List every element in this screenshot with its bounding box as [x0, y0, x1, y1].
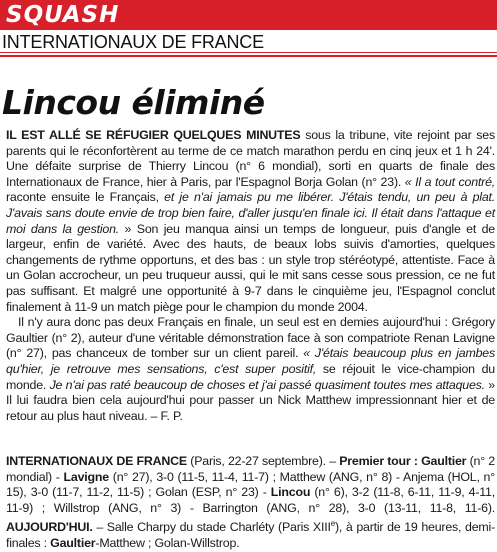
- text-run: raconte ensuite le Français,: [6, 190, 165, 205]
- text-run: e: [330, 519, 335, 529]
- text-run: -Matthew ; Golan-Willstrop.: [95, 536, 240, 551]
- text-run: « J'étais beaucoup plus en jambes qu'hier, je retrouve mes sensations, c'est super positif,: [6, 346, 495, 376]
- article-paragraph-2: [6, 315, 495, 424]
- text-run: – Salle Charpy du stade Charléty (Paris XIII: [92, 520, 331, 535]
- section-label: SQUASH: [6, 2, 120, 28]
- text-run: se réjouit le vice-champion du monde.: [6, 361, 495, 392]
- text-run: (n° 6), 3-2 (11-8, 6-11, 11-9, 4-11, 11-9) ; Willstrop (ANG, n° 3) - Barrington (ANG, n° 28), 3-0 (13-11, 11-8, 11-6).: [6, 485, 495, 515]
- rubric-rule-bottom: [0, 55, 497, 57]
- section-banner: [0, 0, 497, 30]
- text-run: AUJOURD'HUI.: [6, 520, 93, 535]
- text-run: Je n'ai pas raté beaucoup de choses et j'ai passé quasiment toutes mes attaques.: [49, 377, 489, 392]
- text-run: (Paris, 22-27 septembre). –: [186, 454, 340, 468]
- results-box: [6, 454, 495, 552]
- article-paragraph-1: [6, 128, 495, 315]
- text-run: (n° 27), 3-0 (11-5, 11-4, 11-7) ; Matthew (ANG, n° 8) - Anjema (HOL, n° 15), 3-0 (11-7, 11-2, 11-5) ; Golan (ESP, n° 23) -: [6, 469, 495, 500]
- text-run: Gaultier: [50, 536, 96, 551]
- results-paragraph: [6, 454, 495, 552]
- text-run: Lavigne: [63, 469, 109, 484]
- text-run: sous la tribune, vite rejoint par ses parents qui le réconfortèrent au terme de ce match marathon perdu en cinq jeux et 1 h 24'. Une défaite surprise de Thierry Lincou (n° 6 mondial), sorti en quarts de finale des Internationaux de France, hier à Paris, par l'Espagnol Borja Golan (n° 23).: [6, 128, 495, 189]
- text-run: « Il a tout contré,: [404, 174, 495, 189]
- rubric-title: INTERNATIONAUX DE FRANCE: [2, 32, 264, 52]
- text-run: » Son jeu manqua ainsi un temps de longueur, puis d'angle et de largeur, enfin de variété. Avec des hauts, de beaux lobs suivis d'amorties, quelques changements de rythme opportuns, et des bas : un style trop stéréotypé, attentiste. Face à un Golan accrocheur, un peu truqueur aussi, qui le mit sans cesse sous pression, ce ne fut pas suffisant. Et malgré une opportunité à 9-7 dans le cinquième jeu, l'Espagnol conclut finalement à 11-9 un match piège pour le champion du monde 2004.: [6, 221, 495, 314]
- text-run: Lincou: [270, 485, 311, 500]
- rubric-rule-top: [0, 52, 497, 53]
- text-run: IL EST ALLÉ SE RÉFUGIER QUELQUES MINUTES: [6, 128, 301, 142]
- text-run: ), à partir de 19 heures, demi-finales :: [6, 520, 495, 551]
- text-run: » Il lui faudra bien cela aujourd'hui pour passer un Nick Matthew impressionnant hier et de retour au plus haut niveau. – F. P.: [6, 377, 495, 423]
- text-run: Premier tour : Gaultier: [339, 454, 467, 468]
- text-run: INTERNATIONAUX DE FRANCE: [6, 454, 187, 468]
- text-run: (n° 2 mondial) -: [6, 454, 495, 484]
- text-run: et je n'ai jamais pu me libérer. J'étais tendu, un peu à plat. J'avais sans doute envie de trop bien faire, d'aller jusqu'en finale ici. Il était dans l'attaque et moi dans la gestion.: [6, 190, 495, 236]
- headline: Lincou éliminé: [2, 83, 265, 122]
- article-body: [6, 128, 495, 424]
- text-run: Il n'y aura donc pas deux Français en finale, un seul est en demies aujourd'hui : Grégory Gaultier (n° 2), auteur d'une véritable démonstration face à son compatriote Renan Lavigne (n° 27), pas chanceux de tomber sur un client pareil.: [6, 315, 495, 361]
